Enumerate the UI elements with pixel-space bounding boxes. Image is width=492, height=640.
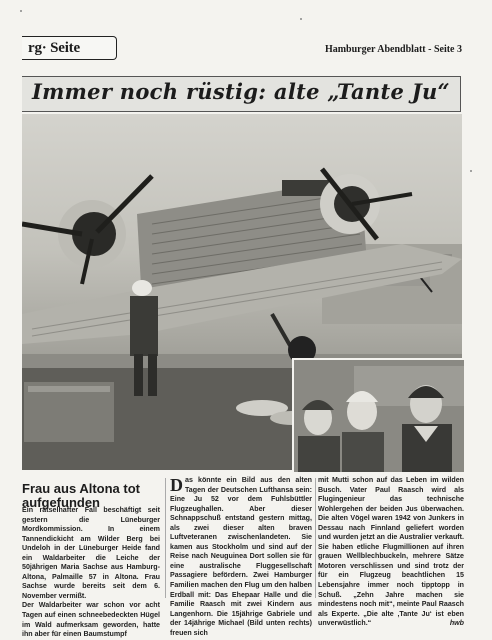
side-story-body	[22, 506, 160, 640]
section-label: rg· Seite	[28, 40, 80, 56]
article-text-2: mit Mutti schon auf das Leben im wilden Busch. Vater Paul Raasch wird als Flugingenieur das technische Wohlergehen der beiden Jus überwachen. Die alten Vögel waren 1942 von Junkers in Dessau nach Finnland geliefert worden und wurden jetzt an die Australier verkauft. Sie haben etliche Flugmillionen auf ihren grauen Wellblechbuckeln, mehrere Sätze Motoren verschlissen und sind trotz der für ein Flugzeug beachtlichen 15 Lebensjahre immer noch tipptopp in Schuß. „Zehn Jahre machen sie mindestens noch mit“, meinte Paul Raasch als Experte. „Die alte ‚Tante Ju‘ ist eben unverwüstlich.“	[318, 476, 464, 628]
side-story-title: Frau aus Altona tot aufgefunden	[22, 481, 140, 510]
side-story-paragraph: Der Waldarbeiter war schon vor acht Tagen auf einen schneebedeckten Hügel im Wald aufmerksam geworden, hatte ihn aber für einen Baumstumpf	[22, 601, 160, 639]
paper-speck	[300, 18, 302, 20]
headline-banner	[22, 76, 461, 112]
column-rule	[165, 478, 166, 598]
author-signoff: hwb	[449, 619, 464, 628]
paper-speck	[20, 10, 22, 12]
paper-speck	[470, 170, 472, 172]
article-column-1	[170, 476, 312, 638]
headline: Immer noch rüstig: alte „Tante Ju“	[32, 79, 450, 104]
family-illustration	[294, 360, 464, 472]
article-column-2	[318, 476, 464, 629]
inset-photo-family	[292, 358, 464, 472]
section-tab	[22, 36, 117, 60]
masthead: Hamburger Abendblatt - Seite 3	[324, 44, 462, 55]
article-text-1: as könnte ein Bild aus den alten Tagen der Deutschen Lufthansa sein: Eine Ju 52 vor dem Fuhlsbüttler Flugzeughallen. Aber dieser Schnappschuß entstand gestern mittag, als zwei dieser alten braven Luftveteranen zwischenlandeten. Sie kamen aus Stockholm und sind auf der Reise nach Neuguinea Dort sollen sie für eine australische Fluggesellschaft Passagiere befördern. Zwei Hamburger Familien machen den Flug um den halben Erdball mit: Das Ehepaar Halle und die Familie Raasch mit zwei Kindern aus Langenhorn. Die 15jährige Gabriele und der 14jährige Michael (Bild unten rechts) freuen sich	[170, 476, 312, 637]
column-rule	[315, 478, 316, 598]
side-story-paragraph: Ein rätselhafter Fall beschäftigt seit gestern die Lüneburger Mordkommission. In einem Tannendickicht am Wilder Berg bei Undeloh in der Lüneburger Heide fand ein Waldarbeiter die Leiche der 50jährigen Maria Sachse aus Hamburg-Altona, Palmaille 57 in Altona. Frau Sachse wurde bereits seit dem 6. November vermißt.	[22, 506, 160, 600]
article-dropcap: D	[170, 475, 183, 495]
page-header	[22, 36, 468, 62]
